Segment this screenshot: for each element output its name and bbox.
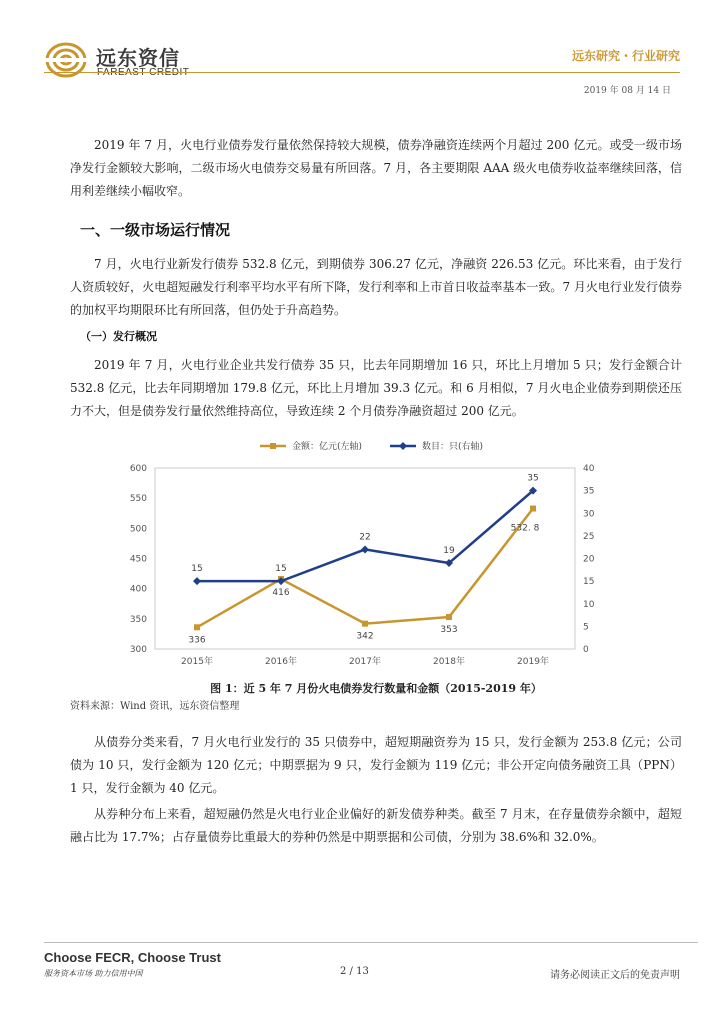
data-point-count: [193, 577, 201, 585]
x-tick-label: 2018年: [433, 657, 465, 667]
section-heading-primary-market: 一、一级市场运行情况: [80, 221, 231, 239]
y-right-tick-label: 35: [583, 486, 595, 497]
intro-paragraph: 2019 年 7 月，火电行业债券发行量依然保持较大规模，债券净融资连续两个月超过 200 亿元。或受一级市场净发行金额较大影响，二级市场火电债券交易量有所回落。7 月，各主要期限 AAA 级火电债券收益率继续回落，信用利差继续小幅收窄。: [70, 138, 682, 198]
legend-label: 金额：亿元(左轴): [292, 442, 363, 452]
data-label-amount: 336: [188, 635, 206, 646]
data-label-count: 15: [191, 564, 203, 575]
y-right-tick-label: 40: [583, 464, 595, 474]
bond-types-paragraph: 从债券分类来看，7 月火电行业发行的 35 只债券中，超短期融资券为 15 只，发行金额为 253.8 亿元；公司债为 10 只，发行金额为 120 亿元；中期票据为 9 只，发行金额为 119 亿元；非公开定向债务融资工具（PPN）1 只，发行金额为 40 亿元。: [70, 735, 682, 795]
y-left-tick-label: 350: [129, 614, 147, 625]
distribution-paragraph: 从券种分布上来看，超短融仍然是火电行业企业偏好的新发债券种类。截至 7 月末，在存量债券余额中，超短融占比为 17.7%；占存量债券比重最大的券种仍然是中期票据和公司债，分别为 38.6%和 32.0%。: [70, 807, 682, 844]
data-label-amount: 342: [356, 631, 374, 642]
y-left-tick-label: 550: [129, 494, 147, 505]
x-tick-label: 2016年: [265, 657, 297, 667]
y-right-tick-label: 25: [583, 531, 595, 542]
data-point-amount: [530, 506, 536, 512]
figure-source: 资料来源：Wind 资讯，远东资信整理: [70, 701, 240, 712]
data-label-amount: 353: [440, 625, 458, 636]
header-divider: [44, 72, 680, 73]
brand-name-en: FAREAST CREDIT: [97, 67, 190, 78]
footer-slogan-cn: 服务资本市场 助力信用中国: [44, 969, 143, 978]
data-label-count: 22: [359, 532, 371, 543]
legend-marker-amount: [270, 443, 276, 449]
legend-marker-count: [399, 442, 407, 450]
y-right-tick-label: 20: [583, 554, 595, 565]
page-number: 2 / 13: [340, 966, 369, 977]
data-point-amount: [362, 621, 368, 627]
report-section-label: 远东研究・行业研究: [571, 49, 680, 63]
data-label-count: 19: [443, 546, 455, 557]
legend-label: 数目：只(右轴): [422, 442, 484, 452]
data-label-amount: 416: [272, 588, 290, 599]
x-tick-label: 2015年: [181, 657, 213, 667]
subsection-heading-issuance: （一）发行概况: [80, 330, 157, 343]
y-right-tick-label: 15: [583, 577, 595, 588]
y-left-tick-label: 500: [129, 524, 147, 535]
section1-paragraph: 7 月，火电行业新发行债券 532.8 亿元，到期债券 306.27 亿元，净融资 226.53 亿元。环比来看，由于发行人资质较好，火电超短融发行利率平均水平有所下降，发行利率和上市首日收益率基本一致。7 月火电行业发行债券的加权平均期限环比有所回落，但仍处于升高趋势。: [70, 257, 682, 317]
y-right-tick-label: 0: [583, 645, 589, 655]
footer-divider: [44, 942, 698, 943]
issuance-chart: [70, 430, 682, 680]
data-point-amount: [446, 614, 452, 620]
data-point-amount: [194, 624, 200, 630]
y-left-tick-label: 450: [129, 554, 147, 565]
brand-name-cn: 远东资信: [96, 46, 180, 70]
x-tick-label: 2017年: [349, 657, 381, 667]
y-right-tick-label: 30: [583, 509, 595, 520]
x-tick-label: 2019年: [517, 657, 549, 667]
data-point-count: [361, 545, 369, 553]
footer-disclaimer: 请务必阅读正文后的免责声明: [550, 970, 680, 981]
figure-caption: 图 1：近 5 年 7 月份火电债券发行数量和金额（2015-2019 年）: [210, 682, 542, 695]
y-right-tick-label: 10: [583, 599, 595, 610]
report-date: 2019 年 08 月 14 日: [583, 86, 671, 96]
y-left-tick-label: 600: [129, 464, 147, 474]
data-label-count: 35: [527, 473, 539, 484]
y-left-tick-label: 400: [129, 584, 147, 595]
data-label-amount: 532. 8: [510, 523, 540, 534]
fareast-credit-logo-icon: [44, 40, 88, 80]
data-label-count: 15: [275, 564, 287, 575]
series-line-amount: [197, 509, 533, 628]
y-right-tick-label: 5: [583, 622, 589, 633]
subsection1-paragraph: 2019 年 7 月，火电行业企业共发行债券 35 只，比去年同期增加 16 只，环比上月增加 5 只；发行金额合计 532.8 亿元，比去年同期增加 179.8 亿元，环比上月增加 39.3 亿元。和 6 月相似，7 月火电企业债券到期偿还压力不大，但是债券发行量依然维持高位，导致连续 2 个月债券净融资超过 200 亿元。: [70, 358, 682, 418]
footer-slogan-en: Choose FECR, Choose Trust: [44, 950, 221, 965]
y-left-tick-label: 300: [129, 645, 147, 655]
